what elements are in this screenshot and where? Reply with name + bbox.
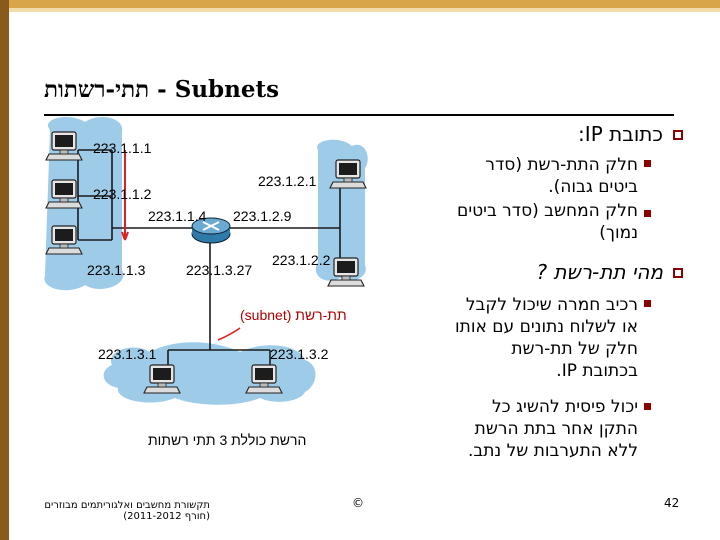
host-ip-label: 223.1.2.1: [258, 173, 317, 189]
router-interface-label: 223.1.3.27: [186, 262, 253, 278]
host-ip-label: 223.1.3.2: [270, 346, 329, 362]
bullet-marker-icon: [673, 268, 683, 278]
bullet-host-part: חלק המחשב (סדר ביטים נמוך): [457, 201, 638, 243]
slide-title: תתי-רשתות - Subnets: [44, 76, 280, 103]
diagram-caption: הרשת כוללת 3 תתי רשתות: [148, 432, 307, 448]
bullet-marker-icon: [673, 130, 683, 140]
router-interface-label: 223.1.1.4: [148, 208, 207, 224]
pc-icon: [46, 132, 82, 160]
host-ip-label: 223.1.1.2: [93, 186, 152, 202]
bullet-what-is-subnet: מהי תת-רשת ?: [536, 260, 663, 284]
pc-icon: [46, 226, 82, 254]
bullet-subnet-definition: רכיב חמרה שיכול לקבל או לשלוח נתונים עם אותו חלק של תת-רשת בכתובת IP.: [455, 295, 638, 381]
bullet-physical-reach: יכול פיסית להשיג כל התקן אחר בתת הרשת ללא התערבות של נתב.: [468, 397, 638, 461]
host-ip-label: 223.1.1.1: [93, 140, 152, 156]
square-bullet-icon: [644, 160, 651, 167]
host-ip-label: 223.1.2.2: [272, 252, 331, 268]
pc-icon: [46, 180, 82, 208]
footer-course: תקשורת מחשבים ואלגוריתמים מבוזרים (חורף 2011-2012): [44, 500, 210, 522]
subnet-pointer: [218, 328, 240, 340]
square-bullet-icon: [644, 300, 651, 307]
router-interface-label: 223.1.2.9: [233, 208, 292, 224]
square-bullet-icon: [644, 210, 651, 217]
bullet-ip-address: כתובת IP:: [578, 122, 663, 146]
copyright-mark: ©: [352, 496, 364, 510]
host-ip-label: 223.1.1.3: [87, 262, 146, 278]
page-number: 42: [664, 496, 680, 510]
bullet-subnet-part: חלק התת-רשת (סדר ביטים גבוה).: [485, 155, 638, 197]
square-bullet-icon: [644, 403, 651, 410]
subnet-label: תת-רשת (subnet): [240, 307, 347, 323]
host-ip-label: 223.1.3.1: [98, 346, 157, 362]
